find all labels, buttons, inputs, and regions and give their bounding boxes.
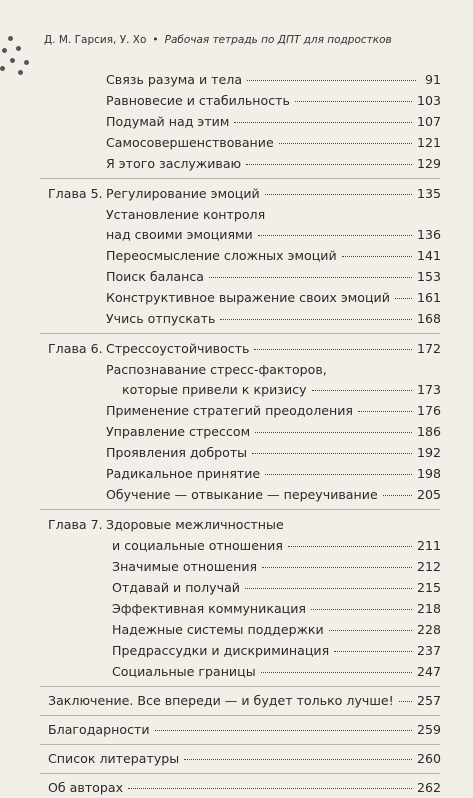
section-divider bbox=[40, 178, 440, 179]
toc-leader-dots bbox=[245, 588, 412, 589]
toc-entry-page: 161 bbox=[416, 290, 441, 305]
toc-entry[interactable] bbox=[0, 133, 473, 153]
toc-entry[interactable] bbox=[0, 536, 473, 556]
toc-entry-page: 176 bbox=[416, 403, 441, 418]
toc-leader-dots bbox=[311, 609, 412, 610]
toc-chapter-entry[interactable] bbox=[0, 184, 473, 204]
toc-entry[interactable] bbox=[0, 443, 473, 463]
header-authors: Д. М. Гарсия, У. Хо bbox=[44, 34, 147, 46]
toc-entry-title: Благодарности bbox=[48, 722, 150, 737]
toc-entry[interactable] bbox=[0, 620, 473, 640]
toc-entry-page: 218 bbox=[416, 601, 441, 616]
toc-entry[interactable] bbox=[0, 401, 473, 421]
toc-leader-dots bbox=[246, 164, 412, 165]
toc-leader-dots bbox=[258, 235, 412, 236]
toc-entry-page: 135 bbox=[416, 186, 441, 201]
toc-entry[interactable] bbox=[0, 662, 473, 682]
toc-entry-page: 211 bbox=[416, 538, 441, 553]
toc-entry-page: 153 bbox=[416, 269, 441, 284]
toc-leader-dots bbox=[395, 298, 412, 299]
chapter-number: Глава 5. bbox=[48, 186, 103, 201]
toc-leader-dots bbox=[358, 411, 412, 412]
section-divider bbox=[40, 333, 440, 334]
toc-entry-title: Заключение. Все впереди — и будет только лучше! bbox=[48, 693, 394, 708]
toc-entry[interactable] bbox=[0, 691, 473, 711]
toc-leader-dots bbox=[383, 495, 412, 496]
toc-entry-title: Отдавай и получай bbox=[112, 580, 240, 595]
toc-entry-page: 186 bbox=[416, 424, 441, 439]
toc-entry-page: 107 bbox=[416, 114, 441, 129]
toc-entry[interactable] bbox=[0, 380, 473, 400]
toc-entry[interactable] bbox=[0, 154, 473, 174]
section-divider bbox=[40, 715, 440, 716]
toc-entry-title: которые привели к кризису bbox=[122, 382, 307, 397]
toc-entry-page: 262 bbox=[416, 780, 441, 795]
toc-entry[interactable] bbox=[0, 246, 473, 266]
running-header bbox=[44, 34, 444, 46]
toc-entry-page: 257 bbox=[416, 693, 441, 708]
toc-leader-dots bbox=[288, 546, 412, 547]
toc-entry-page: 172 bbox=[416, 341, 441, 356]
toc-leader-dots bbox=[312, 390, 412, 391]
toc-leader-dots bbox=[262, 567, 412, 568]
toc-entry-title: Установление контроля bbox=[106, 207, 266, 222]
toc-leader-dots bbox=[329, 630, 412, 631]
section-divider bbox=[40, 509, 440, 510]
section-divider bbox=[40, 686, 440, 687]
toc-entry-title: Об авторах bbox=[48, 780, 124, 795]
toc-leader-dots bbox=[265, 474, 412, 475]
toc-entry-title: Стрессоустойчивость bbox=[106, 341, 250, 356]
toc-entry-page: 198 bbox=[416, 466, 441, 481]
toc-entry[interactable] bbox=[0, 578, 473, 598]
toc-entry-title: Значимые отношения bbox=[112, 559, 258, 574]
chapter-number: Глава 6. bbox=[48, 341, 103, 356]
toc-leader-dots bbox=[184, 759, 412, 760]
toc-entry[interactable] bbox=[0, 464, 473, 484]
toc-entry-page: 259 bbox=[416, 722, 441, 737]
toc-leader-dots bbox=[247, 80, 416, 81]
toc-entry-title: Равновесие и стабильность bbox=[106, 93, 290, 108]
toc-entry-page: 228 bbox=[416, 622, 441, 637]
toc-entry-title: Надежные системы поддержки bbox=[112, 622, 324, 637]
toc-leader-dots bbox=[261, 672, 412, 673]
toc-entry-title: Социальные границы bbox=[112, 664, 256, 679]
toc-entry[interactable] bbox=[0, 749, 473, 769]
header-bullet: • bbox=[152, 34, 159, 46]
toc-entry-title: Самосовершенствование bbox=[106, 135, 274, 150]
toc-entry-page: 260 bbox=[416, 751, 441, 766]
toc-entry[interactable] bbox=[0, 288, 473, 308]
toc-leader-dots bbox=[209, 277, 412, 278]
toc-entry-title: Конструктивное выражение своих эмоций bbox=[106, 290, 390, 305]
toc-entry-page: 173 bbox=[416, 382, 441, 397]
toc-entry-page: 247 bbox=[416, 664, 441, 679]
toc-entry-title: Обучение — отвыкание — переучивание bbox=[106, 487, 378, 502]
toc-entry-page: 215 bbox=[416, 580, 441, 595]
toc-entry[interactable] bbox=[0, 778, 473, 798]
toc-entry[interactable] bbox=[0, 360, 473, 380]
toc-entry-page: 103 bbox=[416, 93, 441, 108]
toc-leader-dots bbox=[334, 651, 412, 652]
toc-entry-title: и социальные отношения bbox=[112, 538, 283, 553]
toc-entry-page: 136 bbox=[416, 227, 441, 242]
toc-entry[interactable] bbox=[0, 309, 473, 329]
toc-entry[interactable] bbox=[0, 557, 473, 577]
toc-entry-title: Связь разума и тела bbox=[106, 72, 243, 87]
toc-entry-title: над своими эмоциями bbox=[106, 227, 253, 242]
toc-entry-page: 121 bbox=[416, 135, 441, 150]
toc-entry[interactable] bbox=[0, 70, 473, 90]
toc-entry-title: Эффективная коммуникация bbox=[112, 601, 306, 616]
toc-leader-dots bbox=[155, 730, 412, 731]
toc-entry-title: Проявления доброты bbox=[106, 445, 248, 460]
toc-entry[interactable] bbox=[0, 112, 473, 132]
toc-entry[interactable] bbox=[0, 485, 473, 505]
toc-entry-title: Предрассудки и дискриминация bbox=[112, 643, 330, 658]
toc-entry-title: Радикальное принятие bbox=[106, 466, 261, 481]
toc-leader-dots bbox=[265, 194, 412, 195]
toc-leader-dots bbox=[399, 701, 412, 702]
toc-entry-page: 168 bbox=[416, 311, 441, 326]
toc-leader-dots bbox=[220, 319, 412, 320]
toc-entry[interactable] bbox=[0, 91, 473, 111]
section-divider bbox=[40, 773, 440, 774]
toc-leader-dots bbox=[128, 788, 412, 789]
toc-entry-title: Учись отпускать bbox=[106, 311, 216, 326]
toc-entry[interactable] bbox=[0, 267, 473, 287]
toc-entry-title: Регулирование эмоций bbox=[106, 186, 260, 201]
toc-entry[interactable] bbox=[0, 205, 473, 225]
toc-entry-title: Подумай над этим bbox=[106, 114, 230, 129]
toc-leader-dots bbox=[279, 143, 412, 144]
toc-chapter-entry[interactable] bbox=[0, 339, 473, 359]
toc-leader-dots bbox=[342, 256, 412, 257]
toc-entry-title: Управление стрессом bbox=[106, 424, 251, 439]
toc-leader-dots bbox=[252, 453, 412, 454]
toc-entry[interactable] bbox=[0, 641, 473, 661]
toc-entry-title: Переосмысление сложных эмоций bbox=[106, 248, 337, 263]
toc-entry-page: 237 bbox=[416, 643, 441, 658]
toc-entry-title: Я этого заслуживаю bbox=[106, 156, 242, 171]
toc-chapter-entry[interactable] bbox=[0, 515, 473, 535]
toc-entry[interactable] bbox=[0, 720, 473, 740]
toc-leader-dots bbox=[234, 122, 412, 123]
header-work-title: Рабочая тетрадь по ДПТ для подростков bbox=[164, 34, 392, 46]
toc-entry-title: Поиск баланса bbox=[106, 269, 205, 284]
toc-entry-title: Список литературы bbox=[48, 751, 180, 766]
toc-leader-dots bbox=[254, 349, 411, 350]
toc-entry[interactable] bbox=[0, 225, 473, 245]
toc-entry[interactable] bbox=[0, 599, 473, 619]
toc-entry-page: 91 bbox=[424, 72, 441, 87]
toc-entry-page: 212 bbox=[416, 559, 441, 574]
toc-entry-page: 129 bbox=[416, 156, 441, 171]
toc-entry-title: Применение стратегий преодоления bbox=[106, 403, 353, 418]
toc-entry-page: 141 bbox=[416, 248, 441, 263]
chapter-number: Глава 7. bbox=[48, 517, 103, 532]
toc-entry[interactable] bbox=[0, 422, 473, 442]
toc-entry-page: 205 bbox=[416, 487, 441, 502]
section-divider bbox=[40, 744, 440, 745]
toc-leader-dots bbox=[295, 101, 412, 102]
toc-entry-page: 192 bbox=[416, 445, 441, 460]
toc-entry-title: Здоровые межличностные bbox=[106, 517, 284, 532]
toc-leader-dots bbox=[255, 432, 412, 433]
toc-entry-title: Распознавание стресс-факторов, bbox=[106, 362, 327, 377]
